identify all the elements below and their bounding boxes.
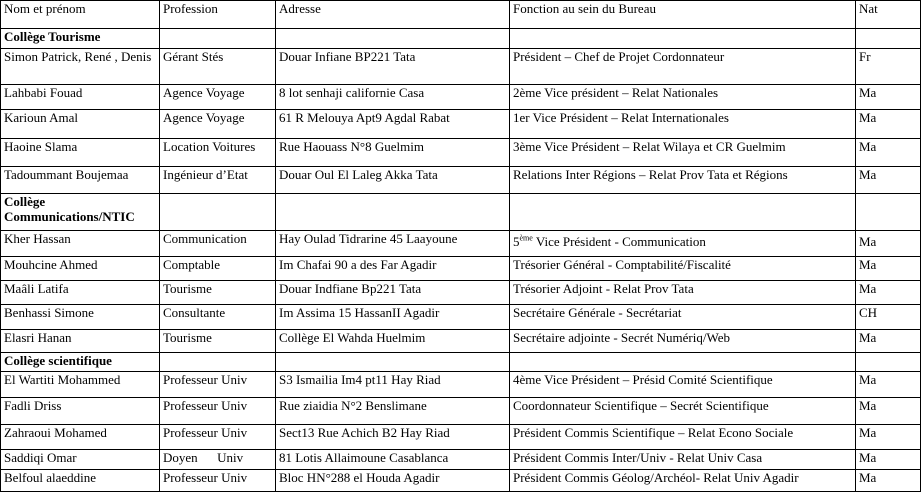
row-function <box>510 231 856 257</box>
table-row <box>1 372 921 398</box>
row-nat: Ma <box>856 425 921 450</box>
row-name: Fadli Driss <box>1 398 160 425</box>
row-name: Maâli Latifa <box>1 281 160 305</box>
row-address: 8 lot senhaji californie Casa <box>276 85 510 110</box>
row-name: Tadoummant Boujemaa <box>1 167 160 194</box>
row-name: Lahbabi Fouad <box>1 85 160 110</box>
row-address: Douar Infiane BP221 Tata <box>276 49 510 85</box>
header-nat: Nat <box>856 1 921 29</box>
row-function: Président Commis Inter/Univ - Relat Univ Casa <box>510 450 856 470</box>
row-address: Im Chafai 90 a des Far Agadir <box>276 257 510 281</box>
header-profession: Profession <box>160 1 276 29</box>
row-name: Belfoul alaeddine <box>1 470 160 492</box>
row-name: Simon Patrick, René , Denis <box>1 49 160 85</box>
table-row <box>1 425 921 450</box>
row-profession: Communication <box>160 231 276 257</box>
table-row <box>1 281 921 305</box>
row-profession: Professeur Univ <box>160 372 276 398</box>
row-function: Relations Inter Régions – Relat Prov Tata et Régions <box>510 167 856 194</box>
row-nat: Ma <box>856 139 921 167</box>
row-name: Mouhcine Ahmed <box>1 257 160 281</box>
section-title: Collège scientifique <box>1 353 160 372</box>
row-name: Zahraoui Mohamed <box>1 425 160 450</box>
row-nat: Ma <box>856 257 921 281</box>
row-nat: CH <box>856 305 921 330</box>
function-ordinal: 5 <box>513 234 520 249</box>
row-name: Benhassi Simone <box>1 305 160 330</box>
row-nat: Ma <box>856 110 921 139</box>
row-function: Trésorier Adjoint - Relat Prov Tata <box>510 281 856 305</box>
row-profession: Consultante <box>160 305 276 330</box>
table-row <box>1 470 921 492</box>
row-name: Karioun Amal <box>1 110 160 139</box>
row-nat: Ma <box>856 167 921 194</box>
header-function: Fonction au sein du Bureau <box>510 1 856 29</box>
function-text: Vice Président - Communication <box>532 234 706 249</box>
row-address: Rue ziaidia N°2 Benslimane <box>276 398 510 425</box>
section-title: Collège Communications/NTIC <box>1 194 160 231</box>
row-profession: Doyen Univ <box>160 450 276 470</box>
row-function: 2ème Vice président – Relat Nationales <box>510 85 856 110</box>
row-address: Douar Indfiane Bp221 Tata <box>276 281 510 305</box>
row-name: Haoine Slama <box>1 139 160 167</box>
row-address: S3 Ismailia Im4 pt11 Hay Riad <box>276 372 510 398</box>
section-title: Collège Tourisme <box>1 29 160 49</box>
row-address: Sect13 Rue Achich B2 Hay Riad <box>276 425 510 450</box>
table-row <box>1 257 921 281</box>
row-address: Hay Oulad Tidrarine 45 Laayoune <box>276 231 510 257</box>
row-nat: Ma <box>856 330 921 353</box>
row-name: El Wartiti Mohammed <box>1 372 160 398</box>
header-row <box>1 1 921 29</box>
table-row <box>1 110 921 139</box>
row-profession: Comptable <box>160 257 276 281</box>
row-nat: Ma <box>856 281 921 305</box>
row-name: Kher Hassan <box>1 231 160 257</box>
row-name: Saddiqi Omar <box>1 450 160 470</box>
table-row <box>1 398 921 425</box>
row-address: Im Assima 15 HassanII Agadir <box>276 305 510 330</box>
row-nat: Ma <box>856 372 921 398</box>
row-nat: Ma <box>856 85 921 110</box>
row-address: 61 R Melouya Apt9 Agdal Rabat <box>276 110 510 139</box>
row-function: Président Commis Scientifique – Relat Econo Sociale <box>510 425 856 450</box>
row-nat: Ma <box>856 398 921 425</box>
row-function: 4ème Vice Président – Présid Comité Scientifique <box>510 372 856 398</box>
row-profession: Agence Voyage <box>160 85 276 110</box>
row-profession: Professeur Univ <box>160 398 276 425</box>
table-row <box>1 49 921 85</box>
row-function: Coordonnateur Scientifique – Secrét Scientifique <box>510 398 856 425</box>
row-address: Rue Haouass N°8 Guelmim <box>276 139 510 167</box>
row-profession: Location Voitures <box>160 139 276 167</box>
section-row-tourisme <box>1 29 921 49</box>
row-address: Douar Oul El Laleg Akka Tata <box>276 167 510 194</box>
row-profession: Professeur Univ <box>160 425 276 450</box>
row-address: 81 Lotis Allaimoune Casablanca <box>276 450 510 470</box>
row-function: Président – Chef de Projet Cordonnateur <box>510 49 856 85</box>
row-profession: Agence Voyage <box>160 110 276 139</box>
row-address: Collège El Wahda Huelmim <box>276 330 510 353</box>
table-row <box>1 167 921 194</box>
header-address: Adresse <box>276 1 510 29</box>
row-nat: Ma <box>856 470 921 492</box>
row-address: Bloc HN°288 el Houda Agadir <box>276 470 510 492</box>
row-nat: Ma <box>856 231 921 257</box>
function-ordinal-suffix: ème <box>519 233 533 243</box>
row-profession: Ingénieur d’Etat <box>160 167 276 194</box>
row-function: Secrétaire adjointe - Secrét Numériq/Web <box>510 330 856 353</box>
table-row <box>1 231 921 257</box>
row-function: Secrétaire Générale - Secrétariat <box>510 305 856 330</box>
table-row <box>1 85 921 110</box>
row-profession: Tourisme <box>160 281 276 305</box>
header-name: Nom et prénom <box>1 1 160 29</box>
row-nat: Fr <box>856 49 921 85</box>
section-row-scientifique <box>1 353 921 372</box>
table-row <box>1 450 921 470</box>
row-profession: Tourisme <box>160 330 276 353</box>
row-function: 3ème Vice Président – Relat Wilaya et CR Guelmim <box>510 139 856 167</box>
row-profession: Gérant Stés <box>160 49 276 85</box>
row-function: Président Commis Géolog/Archéol- Relat Univ Agadir <box>510 470 856 492</box>
section-row-communications <box>1 194 921 231</box>
row-profession: Professeur Univ <box>160 470 276 492</box>
table-row <box>1 139 921 167</box>
row-function: Trésorier Général - Comptabilité/Fiscalité <box>510 257 856 281</box>
row-function: 1er Vice Président – Relat Internationales <box>510 110 856 139</box>
row-nat: Ma <box>856 450 921 470</box>
row-name: Elasri Hanan <box>1 330 160 353</box>
table-row <box>1 330 921 353</box>
table-row <box>1 305 921 330</box>
